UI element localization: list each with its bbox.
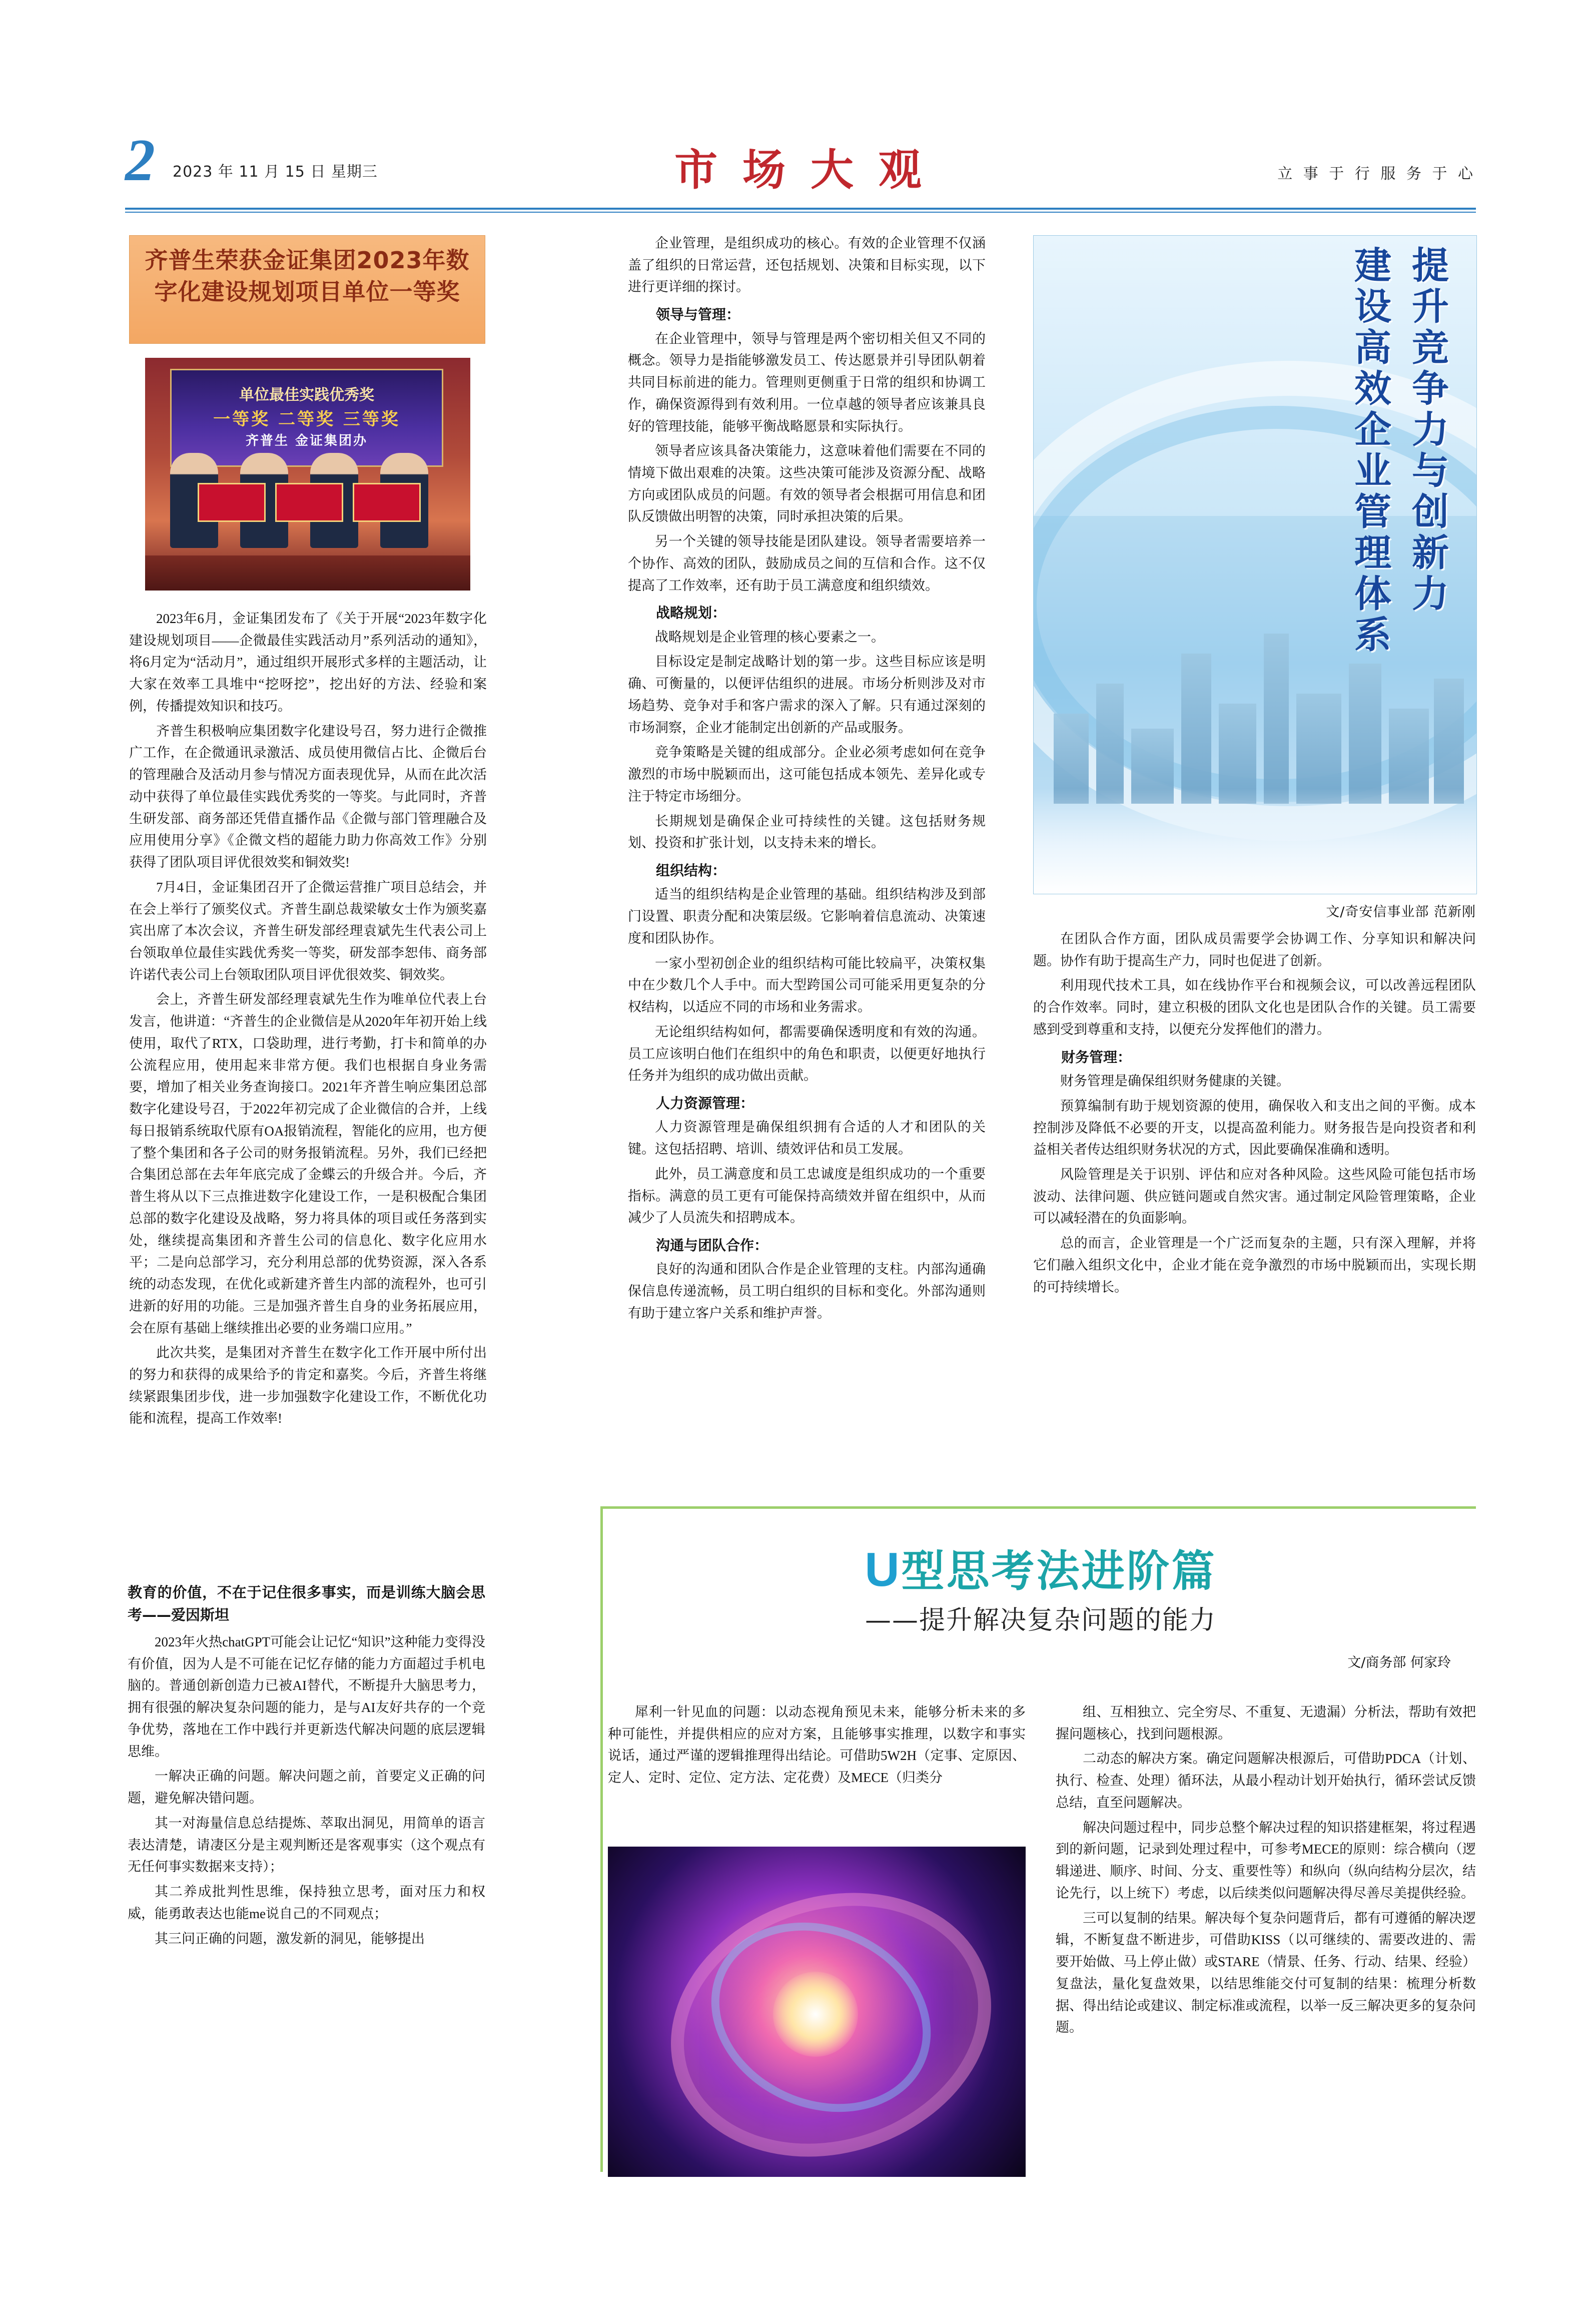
page-number: 2 [125,127,155,193]
article3-body [128,1631,485,2172]
article1-headline: 齐普生荣获金证集团2023年数字化建设规划项目单位一等奖 [145,247,470,306]
masthead [125,127,1476,205]
article2-paragraph: 适当的组织结构是企业管理的基础。组织结构涉及到部门设置、职责分配和决策层级。它影响着信息流动、决策速度和团队协作。 [628,887,986,946]
article2-paragraph: 领导者应该具备决策能力，这意味着他们需要在不同的情境下做出艰难的决策。这些决策可能涉及资源分配、战略方向或团队成员的问题。有效的领导者会根据可用信息和团队反馈做出明智的决策，同时承担决策的后果。 [628,443,986,524]
article2-paragraph: 总的而言，企业管理是一个广泛而复杂的主题，只有深入理解，并将它们融入组织文化中，企业才能在竞争激烈的市场中脱颖而出，实现长期的可持续增长。 [1033,1236,1476,1295]
article2-art-title-line1: 提升竞争力与创新力 [1406,246,1449,615]
article4-paragraph: 三可以复制的结果。解决每个复杂问题背后，都有可遵循的解决逻辑，不断复盘不断进步，可借助KISS（以可继续的、需要改进的、需要开始做、马上停止做）或STARE（情景、任务、行动、结果、经验）复盘法，量化复盘效果，以结思维能交付可复制的结果：梳理分析数据、得出结论或建议、制定标准或流程，以举一反三解决更多的复杂问题。 [1056,1910,1476,2035]
section-divider-vertical [600,1506,603,2172]
article4-title [630,1536,1451,1598]
article1-headline-box [129,235,485,344]
article2-heading: 战略规划： [656,605,726,622]
article2-intro: 企业管理，是组织成功的核心。有效的企业管理不仅涵盖了组织的日常运营，还包括规划、决策和目标实现，以下进行更详细的探讨。 [628,236,986,295]
article3-paragraph: 2023年火热chatGPT可能会让记忆“知识”这种能力变得没有价值，因为人是不可能在记忆存储的能力方面超过手机电脑的。普通创新创造力已被AI替代，不断提升大脑思考力，拥有很强的解决复杂问题的能力，是与AI友好共存的一个竞争优势，落地在工作中践行并更新迭代解决问题的底层逻辑思维。 [128,1634,485,1759]
article4-subtitle: ——提升解决复杂问题的能力 [865,1605,1216,1635]
article2-paragraph: 预算编制有助于规划资源的使用，确保收入和支出之间的平衡。成本控制涉及降低不必要的开支，以提高盈利能力。财务报告是向投资者和利益相关者传达组织财务状况的方式，因此要确保准确和透明。 [1033,1098,1476,1158]
article2-paragraph: 目标设定是制定战略计划的第一步。这些目标应该是明确、可衡量的，以便评估组织的进展。市场分析则涉及对市场趋势、竞争对手和客户需求的深入了解。只有通过深刻的市场洞察，企业才能制定出创新的产品或服务。 [628,654,986,735]
article2-heading: 人力资源管理： [656,1095,754,1112]
article2-paragraph: 无论组织结构如何，都需要确保透明度和有效的沟通。员工应该明白他们在组织中的角色和职责，以便更好地执行任务并为组织的成功做出贡献。 [628,1024,986,1083]
city-skyline [1034,594,1476,804]
article2-heading: 领导与管理： [656,306,740,323]
article1-body [129,608,487,1559]
article4-paragraph: 解决问题过程中，同步总整个解决过程的知识搭建框架，将过程遇到的新问题，记录到处理过程中，可参考MECE的原则：综合横向（逻辑递进、顺序、时间、分支、重要性等）和纵向（纵向结构分层次，结论先行，以上统下）考虑，以后续类似问题解决得尽善尽美提供经验。 [1056,1820,1476,1901]
article2-heading: 沟通与团队合作： [656,1237,768,1254]
article2-paragraph: 长期规划是确保企业可持续性的关键。这包括财务规划、投资和扩张计划，以支持未来的增长。 [628,813,986,851]
article2-paragraph: 在企业管理中，领导与管理是两个密切相关但又不同的概念。领导力是指能够激发员工、传达愿景并引导团队朝着共同目标前进的能力。管理则更侧重于日常的组织和协调工作，确保资源得到有效利用。一位卓越的领导者应该兼具良好的管理技能，能够平衡战略愿景和实际执行。 [628,331,986,434]
masthead-title: 市 场 大 观 [674,145,927,195]
article2-paragraph: 此外，员工满意度和员工忠诚度是组织成功的一个重要指标。满意的员工更有可能保持高绩效并留在组织中，从而减少了人员流失和招聘成本。 [628,1166,986,1226]
masthead-slogan: 立 事 于 行 服 务 于 心 [1277,165,1476,183]
article2-column-2 [1033,928,1476,1479]
section-divider-horizontal [603,1506,1476,1509]
masthead-date: 2023 年 11 月 15 日 星期三 [173,163,378,181]
article1-paragraph: 7月4日，金证集团召开了企微运营推广项目总结会，并在会上举行了颁奖仪式。齐普生副总裁梁敏女士作为颁奖嘉宾出席了本次会议，齐普生研发部经理袁斌先生代表公司上台领取单位最佳实践优秀奖一等奖，研发部李恕伟、商务部许诺代表公司上台领取团队项目评优很效奖、铜效奖。 [129,879,487,982]
article4-title-prefix: U [865,1543,902,1596]
article3-paragraph: 其一对海量信息总结提炼、萃取出洞见，用简单的语言表达清楚，请凄区分是主观判断还是客观事实（这个观点有无任何事实数据来支持）； [128,1815,485,1875]
article2-column-1 [628,233,986,1484]
article2-paragraph: 竞争策略是关键的组成部分。企业必须考虑如何在竞争激烈的市场中脱颖而出，这可能包括成本领先、差异化或专注于特定市场细分。 [628,745,986,804]
article4-byline: 文/商务部 何家玲 [1347,1655,1451,1670]
article2-art-title-line2: 建设高效企业管理体系 [1348,246,1391,656]
article4-paragraph: 犀利一针见血的问题：以动态视角预见未来，能够分析未来的多种可能性，并提供相应的应对方案，且能够事实推理，以数字和事实说话，通过严谨的逻辑推理得出结论。可借助5W2H（定事、定原因、定人、定时、定位、定方法、定花费）及MECE（归类分 [608,1704,1026,1786]
article2-paragraph: 战略规划是企业管理的核心要素之一。 [655,629,885,645]
article1-paragraph: 此次共奖，是集团对齐普生在数字化工作开展中所付出的努力和获得的成果给予的肯定和嘉奖。今后，齐普生将继续紧跟集团步伐，进一步加强数字化建设工作，不断优化功能和流程，提高工作效率! [129,1345,487,1426]
article4-column-left [608,1701,1026,1837]
article2-paragraph: 一家小型初创企业的组织结构可能比较扁平，决策权集中在少数几个人手中。而大型跨国公司可能采用更复杂的分权结构，以适应不同的市场和业务需求。 [628,955,986,1015]
article2-paragraph: 风险管理是关于识别、评估和应对各种风险。这些风险可能包括市场波动、法律问题、供应链问题或自然灾害。通过制定风险管理策略，企业可以减轻潜在的负面影响。 [1033,1167,1476,1226]
article2-paragraph: 在团队合作方面，团队成员需要学会协调工作、分享知识和解决问题。协作有助于提高生产力，同时也促进了创新。 [1033,931,1476,968]
article2-paragraph: 人力资源管理是确保组织拥有合适的人才和团队的关键。这包括招聘、培训、绩效评估和员工发展。 [628,1119,986,1157]
award-screen [170,369,443,467]
award-screen-line3: 齐普生 金证集团办 [245,433,368,448]
article2-heading: 组织结构： [656,862,726,879]
article3-paragraph: 其三问正确的问题，激发新的洞见，能够提出 [155,1931,425,1946]
article1-paragraph: 齐普生积极响应集团数字化建设号召，努力进行企微推广工作，在企微通讯录激活、成员使用微信占比、企微后台的管理融合及活动月参与情况方面表现优异，从而在此次活动中获得了单位最佳实践优秀奖的一等奖。与此同时，齐普生研发部、商务部还凭借直播作品《企微与部门管理融合及应用使用分享》《企微文档的超能力助力你高效工作》分别获得了团队项目评优很效奖和铜效奖! [129,723,487,870]
masthead-rule-thick [125,208,1476,210]
article4-paragraph: 组、互相独立、完全穷尽、不重复、无遗漏）分析法，帮助有效把握问题核心，找到问题根源。 [1056,1704,1476,1742]
award-screen-line1: 单位最佳实践优秀奖 [239,386,374,404]
article4-column-right [1056,1701,1476,2172]
article4-paragraph: 二动态的解决方案。确定问题解决根源后，可借助PDCA（计划、执行、检查、处理）循环法，从最小程动计划开始执行，循环尝试反馈总结，直至问题解决。 [1056,1751,1476,1810]
article2-paragraph: 良好的沟通和团队合作是企业管理的支柱。内部沟通确保信息传递流畅，员工明白组织的目标和变化。外部沟通则有助于建立客户关系和维护声誉。 [628,1262,986,1321]
article2-paragraph: 另一个关键的领导技能是团队建设。领导者需要培养一个协作、高效的团队，鼓励成员之间的互信和合作。这不仅提高了工作效率，还有助于员工满意度和组织绩效。 [628,534,986,593]
award-screen-line2: 一等奖 二等奖 三等奖 [213,409,400,429]
article2-paragraph: 财务管理是确保组织财务健康的关键。 [1060,1073,1290,1089]
article1-paragraph: 会上，齐普生研发部经理袁斌先生作为唯单位代表上台发言，他讲道：“齐普生的企业微信是从2020年年初开始上线使用，取代了RTX，口袋助理，进行考勤，打卡和简单的办公流程应用，使用起来非常方便。我们也根据自身业务需要，增加了相关业务查询接口。2021年齐普生响应集团总部数字化建设号召，于2022年初完成了企业微信的合并，上线每日报销系统取代原有OA报销流程，智能化的应用，也方便了整个集团和各子公司的财务报销流程。另外，我们已经把合集团总部在去年年底完成了金蝶云的升级合并。今后，齐普生将从以下三点推进数字化建设工作，一是积极配合集团总部的数字化建设及战略，努力将具体的项目或任务落到实处，继续提高集团和齐普生公司的信息化、数字化应用水平；二是向总部学习，充分利用总部的优势资源，深入各系统的动态发现，在优化或新建齐普生内部的流程外，也可引进新的好用的功能。三是加强齐普生自身的业务拓展应用，会在原有基础上继续推出必要的业务端口应用。” [129,992,487,1336]
masthead-rule-thin [125,212,1476,213]
article2-paragraph: 利用现代技术工具，如在线协作平台和视频会议，可以改善远程团队的合作效率。同时，建立积极的团队文化也是团队合作的关键。员工需要感到受到尊重和支持，以便充分发挥他们的潜力。 [1033,978,1476,1037]
article4-photo [608,1847,1026,2177]
article1-paragraph: 2023年6月，金证集团发布了《关于开展“2023年数字化建设规划项目——企微最佳实践活动月”系列活动的通知》，将6月定为“活动月”，通过组织开展形式多样的主题活动，让大家在效率工具堆中“挖呀挖”，挖出好的方法、经验和案例，传播提效知识和技巧。 [129,611,487,714]
article1-photo [145,358,470,591]
article4-title-main: 型思考法进阶篇 [901,1546,1217,1596]
article2-artwork [1033,235,1477,894]
article3-paragraph: 其二养成批判性思维，保持独立思考，面对压力和权威，能勇敢表达也能me说自己的不同观点； [128,1884,485,1921]
article2-heading: 财务管理： [1061,1048,1132,1065]
article3-quote-head: 教育的价值，不在于记住很多事实，而是训练大脑会思考——爱因斯坦 [128,1584,485,1623]
article2-byline: 文/奇安信事业部 范新刚 [1326,904,1476,920]
article3-paragraph: 一解决正确的问题。解决问题之前，首要定义正确的问题，避免解决错问题。 [128,1769,485,1806]
